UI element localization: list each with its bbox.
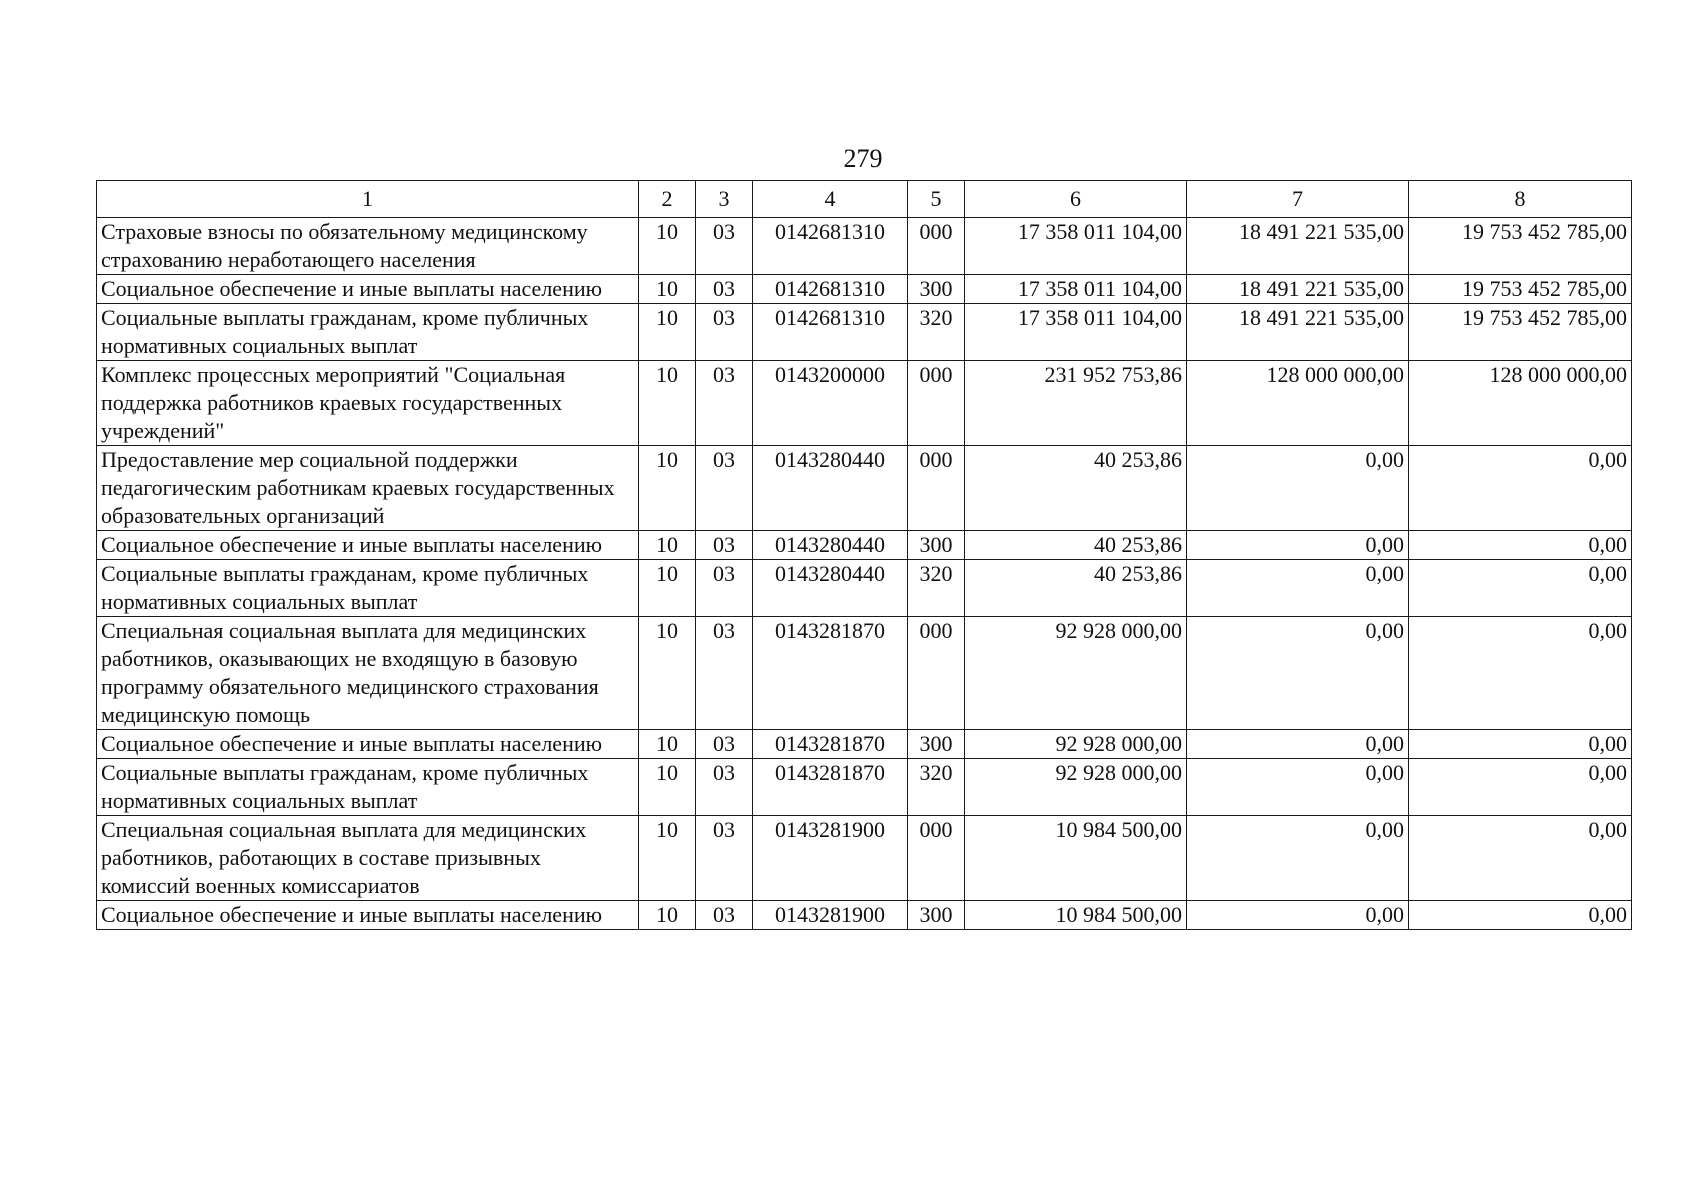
row-expense-type: 000 [908, 816, 965, 901]
row-amount-col8: 0,00 [1409, 816, 1632, 901]
row-expense-type: 320 [908, 759, 965, 816]
row-expense-type: 300 [908, 275, 965, 304]
row-subsection: 03 [696, 617, 753, 730]
row-amount-col7: 0,00 [1187, 446, 1409, 531]
row-subsection: 03 [696, 901, 753, 930]
row-expense-type: 000 [908, 361, 965, 446]
row-name: Социальное обеспечение и иные выплаты населению [97, 730, 639, 759]
row-amount-col7: 0,00 [1187, 730, 1409, 759]
row-name: Социальные выплаты гражданам, кроме публичных нормативных социальных выплат [97, 560, 639, 617]
header-col-1: 1 [97, 181, 639, 218]
row-amount-col6: 10 984 500,00 [965, 816, 1187, 901]
row-target-code: 0143281900 [753, 901, 908, 930]
row-name: Социальные выплаты гражданам, кроме публичных нормативных социальных выплат [97, 759, 639, 816]
row-subsection: 03 [696, 218, 753, 275]
row-amount-col8: 0,00 [1409, 759, 1632, 816]
row-section: 10 [639, 560, 696, 617]
row-amount-col8: 19 753 452 785,00 [1409, 304, 1632, 361]
row-amount-col6: 17 358 011 104,00 [965, 275, 1187, 304]
row-target-code: 0142681310 [753, 304, 908, 361]
row-amount-col7: 0,00 [1187, 560, 1409, 617]
row-target-code: 0143280440 [753, 446, 908, 531]
table-row [97, 446, 1632, 531]
row-amount-col8: 0,00 [1409, 531, 1632, 560]
table-row [97, 816, 1632, 901]
row-section: 10 [639, 730, 696, 759]
header-col-3: 3 [696, 181, 753, 218]
row-amount-col8: 0,00 [1409, 730, 1632, 759]
table-row [97, 617, 1632, 730]
row-amount-col7: 18 491 221 535,00 [1187, 304, 1409, 361]
row-target-code: 0143200000 [753, 361, 908, 446]
row-expense-type: 000 [908, 446, 965, 531]
header-col-4: 4 [753, 181, 908, 218]
row-amount-col8: 19 753 452 785,00 [1409, 275, 1632, 304]
row-amount-col6: 17 358 011 104,00 [965, 218, 1187, 275]
row-amount-col8: 0,00 [1409, 901, 1632, 930]
table-row [97, 361, 1632, 446]
budget-table [96, 180, 1632, 930]
row-amount-col6: 40 253,86 [965, 560, 1187, 617]
row-target-code: 0142681310 [753, 275, 908, 304]
row-subsection: 03 [696, 275, 753, 304]
row-expense-type: 000 [908, 218, 965, 275]
row-expense-type: 300 [908, 901, 965, 930]
row-expense-type: 300 [908, 730, 965, 759]
row-amount-col7: 128 000 000,00 [1187, 361, 1409, 446]
row-amount-col6: 10 984 500,00 [965, 901, 1187, 930]
row-expense-type: 320 [908, 560, 965, 617]
row-expense-type: 300 [908, 531, 965, 560]
row-target-code: 0143281870 [753, 759, 908, 816]
header-col-2: 2 [639, 181, 696, 218]
row-section: 10 [639, 901, 696, 930]
table-row [97, 218, 1632, 275]
row-section: 10 [639, 304, 696, 361]
table-row [97, 759, 1632, 816]
header-col-5: 5 [908, 181, 965, 218]
row-target-code: 0143281870 [753, 617, 908, 730]
row-section: 10 [639, 275, 696, 304]
row-section: 10 [639, 446, 696, 531]
row-expense-type: 000 [908, 617, 965, 730]
row-name: Специальная социальная выплата для медицинских работников, работающих в составе призывных комиссий военных комиссариатов [97, 816, 639, 901]
row-amount-col6: 40 253,86 [965, 446, 1187, 531]
header-col-8: 8 [1409, 181, 1632, 218]
row-amount-col6: 231 952 753,86 [965, 361, 1187, 446]
header-row [97, 181, 1632, 218]
row-amount-col8: 0,00 [1409, 560, 1632, 617]
row-amount-col7: 0,00 [1187, 901, 1409, 930]
row-amount-col7: 18 491 221 535,00 [1187, 218, 1409, 275]
row-name: Социальные выплаты гражданам, кроме публичных нормативных социальных выплат [97, 304, 639, 361]
row-subsection: 03 [696, 446, 753, 531]
row-subsection: 03 [696, 759, 753, 816]
row-target-code: 0143280440 [753, 560, 908, 617]
row-target-code: 0143281870 [753, 730, 908, 759]
row-subsection: 03 [696, 304, 753, 361]
row-target-code: 0143281900 [753, 816, 908, 901]
row-section: 10 [639, 361, 696, 446]
row-section: 10 [639, 816, 696, 901]
row-amount-col7: 0,00 [1187, 816, 1409, 901]
row-amount-col6: 40 253,86 [965, 531, 1187, 560]
row-name: Предоставление мер социальной поддержки педагогическим работникам краевых государственных образовательных организаций [97, 446, 639, 531]
header-col-7: 7 [1187, 181, 1409, 218]
row-subsection: 03 [696, 361, 753, 446]
row-subsection: 03 [696, 730, 753, 759]
page-number: 279 [843, 144, 883, 173]
row-amount-col6: 92 928 000,00 [965, 730, 1187, 759]
row-amount-col8: 0,00 [1409, 617, 1632, 730]
row-subsection: 03 [696, 816, 753, 901]
row-target-code: 0143280440 [753, 531, 908, 560]
row-name: Комплекс процессных мероприятий "Социальная поддержка работников краевых государственных учреждений" [97, 361, 639, 446]
row-amount-col7: 0,00 [1187, 617, 1409, 730]
row-name: Страховые взносы по обязательному медицинскому страхованию неработающего населения [97, 218, 639, 275]
row-section: 10 [639, 759, 696, 816]
row-amount-col7: 0,00 [1187, 759, 1409, 816]
table-body [97, 218, 1632, 930]
row-subsection: 03 [696, 560, 753, 617]
table-row [97, 560, 1632, 617]
row-amount-col7: 18 491 221 535,00 [1187, 275, 1409, 304]
header-col-6: 6 [965, 181, 1187, 218]
row-name: Социальное обеспечение и иные выплаты населению [97, 901, 639, 930]
row-section: 10 [639, 617, 696, 730]
row-subsection: 03 [696, 531, 753, 560]
row-expense-type: 320 [908, 304, 965, 361]
row-amount-col6: 92 928 000,00 [965, 759, 1187, 816]
row-name: Социальное обеспечение и иные выплаты населению [97, 275, 639, 304]
table-row [97, 901, 1632, 930]
row-section: 10 [639, 218, 696, 275]
row-name: Социальное обеспечение и иные выплаты населению [97, 531, 639, 560]
table-row [97, 730, 1632, 759]
row-amount-col8: 128 000 000,00 [1409, 361, 1632, 446]
row-amount-col8: 19 753 452 785,00 [1409, 218, 1632, 275]
row-amount-col6: 17 358 011 104,00 [965, 304, 1187, 361]
table-row [97, 275, 1632, 304]
row-amount-col8: 0,00 [1409, 446, 1632, 531]
row-section: 10 [639, 531, 696, 560]
row-amount-col6: 92 928 000,00 [965, 617, 1187, 730]
row-target-code: 0142681310 [753, 218, 908, 275]
table-row [97, 531, 1632, 560]
row-amount-col7: 0,00 [1187, 531, 1409, 560]
table-row [97, 304, 1632, 361]
row-name: Специальная социальная выплата для медицинских работников, оказывающих не входящую в базовую программу обязательного медицинского страхования медицинскую помощь [97, 617, 639, 730]
